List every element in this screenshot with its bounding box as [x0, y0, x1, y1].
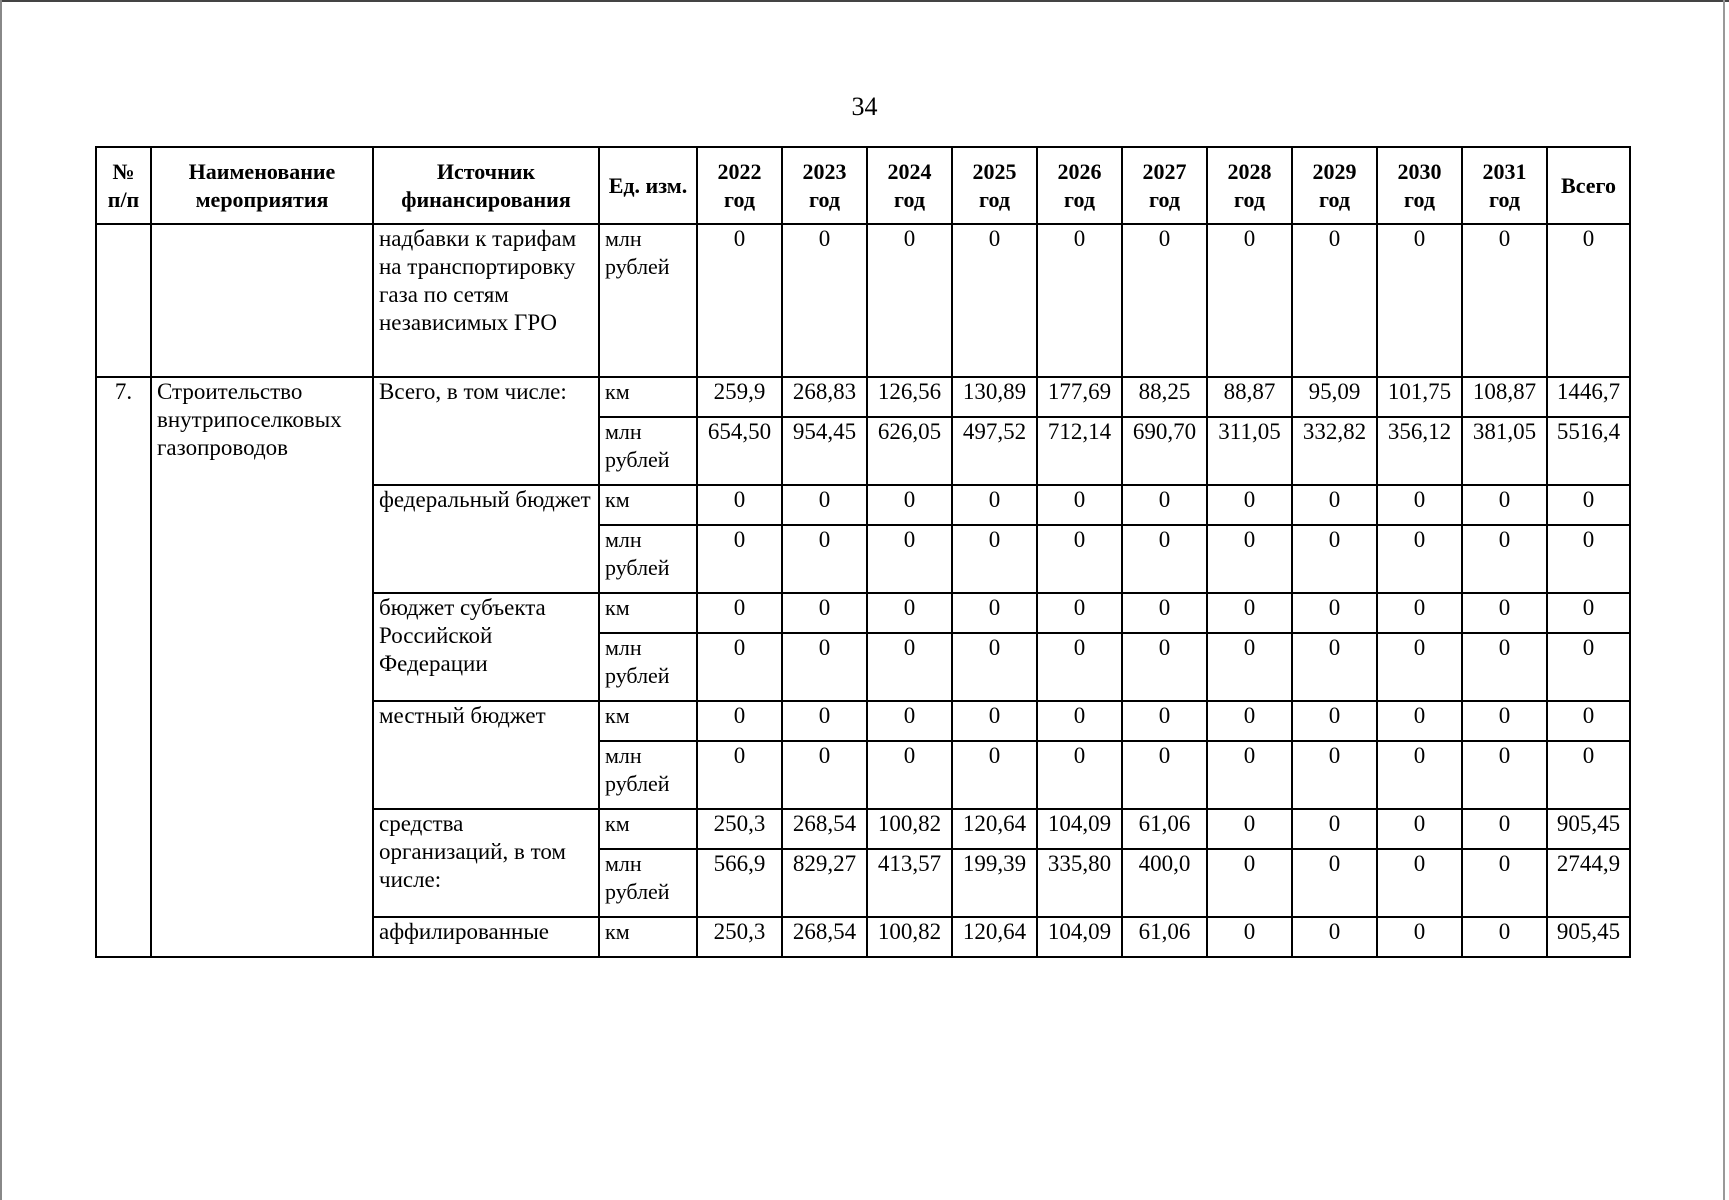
value-cell: 0	[867, 633, 952, 701]
value-cell: 0	[1292, 224, 1377, 377]
value-cell: 0	[782, 485, 867, 525]
value-cell: 101,75	[1377, 377, 1462, 417]
value-cell: 0	[697, 741, 782, 809]
value-cell: 0	[1377, 849, 1462, 917]
unit-rub-cell: млн рублей	[599, 849, 697, 917]
header-source: Источник финансирования	[373, 147, 599, 224]
value-cell: 335,80	[1037, 849, 1122, 917]
value-cell: 0	[1462, 633, 1547, 701]
header-year: 2030 год	[1377, 147, 1462, 224]
value-cell: 0	[1377, 485, 1462, 525]
value-cell: 566,9	[697, 849, 782, 917]
unit-rub-cell: млн рублей	[599, 525, 697, 593]
value-cell: 268,54	[782, 917, 867, 957]
scan-left-border	[0, 0, 2, 1200]
value-cell: 126,56	[867, 377, 952, 417]
value-cell: 712,14	[1037, 417, 1122, 485]
value-cell: 0	[1037, 224, 1122, 377]
value-cell: 0	[1292, 741, 1377, 809]
group-source-cell: Всего, в том числе:	[373, 377, 599, 485]
value-cell: 381,05	[1462, 417, 1547, 485]
value-cell: 0	[1377, 701, 1462, 741]
value-cell: 0	[867, 485, 952, 525]
value-cell: 400,0	[1122, 849, 1207, 917]
group-source-cell: местный бюджет	[373, 701, 599, 809]
financing-table	[95, 146, 1631, 958]
value-cell: 0	[782, 701, 867, 741]
scan-top-border	[0, 0, 1729, 2]
value-cell: 177,69	[1037, 377, 1122, 417]
value-cell: 0	[952, 741, 1037, 809]
value-cell: 0	[867, 741, 952, 809]
unit-km-cell: км	[599, 809, 697, 849]
value-cell: 0	[1292, 917, 1377, 957]
value-cell: 0	[1547, 593, 1630, 633]
value-cell: 0	[1037, 701, 1122, 741]
value-cell: 0	[952, 701, 1037, 741]
value-cell: 0	[1547, 525, 1630, 593]
value-cell: 0	[1122, 485, 1207, 525]
header-num: № п/п	[96, 147, 151, 224]
value-cell: 356,12	[1377, 417, 1462, 485]
value-cell: 0	[952, 525, 1037, 593]
header-year: 2023 год	[782, 147, 867, 224]
value-cell: 0	[1037, 633, 1122, 701]
row-index-cell	[96, 224, 151, 377]
value-cell: 0	[1122, 593, 1207, 633]
value-cell: 130,89	[952, 377, 1037, 417]
item-name-cell: Строительство внутрипоселковых газопроводов	[151, 377, 373, 957]
value-cell: 0	[1122, 633, 1207, 701]
value-cell: 413,57	[867, 849, 952, 917]
value-cell: 0	[1377, 525, 1462, 593]
value-cell: 0	[1547, 741, 1630, 809]
value-cell: 0	[1292, 525, 1377, 593]
value-cell: 120,64	[952, 917, 1037, 957]
value-cell: 0	[1377, 593, 1462, 633]
value-cell: 0	[1207, 701, 1292, 741]
value-cell: 0	[952, 593, 1037, 633]
value-cell: 199,39	[952, 849, 1037, 917]
value-cell: 0	[952, 633, 1037, 701]
value-cell: 0	[1207, 741, 1292, 809]
value-cell: 95,09	[1292, 377, 1377, 417]
value-cell: 0	[1377, 741, 1462, 809]
group-source-cell: федеральный бюджет	[373, 485, 599, 593]
page-number: 34	[851, 92, 878, 121]
value-cell: 497,52	[952, 417, 1037, 485]
row-unit-cell: млн рублей	[599, 224, 697, 377]
value-cell: 0	[1207, 633, 1292, 701]
value-cell: 5516,4	[1547, 417, 1630, 485]
unit-km-cell: км	[599, 917, 697, 957]
value-cell: 104,09	[1037, 917, 1122, 957]
value-cell: 0	[952, 485, 1037, 525]
header-year: 2024 год	[867, 147, 952, 224]
value-cell: 0	[697, 224, 782, 377]
header-year: 2031 год	[1462, 147, 1547, 224]
value-cell: 0	[1037, 741, 1122, 809]
value-cell: 0	[1037, 525, 1122, 593]
header-name: Наименование мероприятия	[151, 147, 373, 224]
value-cell: 0	[867, 593, 952, 633]
value-cell: 0	[1292, 633, 1377, 701]
value-cell: 0	[867, 701, 952, 741]
value-cell: 88,87	[1207, 377, 1292, 417]
table-row	[96, 224, 1630, 377]
value-cell: 0	[1122, 224, 1207, 377]
value-cell: 0	[1292, 701, 1377, 741]
value-cell: 88,25	[1122, 377, 1207, 417]
value-cell: 0	[1547, 224, 1630, 377]
value-cell: 0	[1377, 633, 1462, 701]
value-cell: 690,70	[1122, 417, 1207, 485]
value-cell: 0	[1462, 525, 1547, 593]
value-cell: 0	[782, 525, 867, 593]
group-source-cell: аффилированные	[373, 917, 599, 957]
item-index-cell: 7.	[96, 377, 151, 957]
unit-km-cell: км	[599, 485, 697, 525]
value-cell: 0	[1207, 849, 1292, 917]
value-cell: 0	[1037, 485, 1122, 525]
value-cell: 0	[782, 741, 867, 809]
header-year: 2025 год	[952, 147, 1037, 224]
value-cell: 0	[1462, 485, 1547, 525]
value-cell: 0	[1122, 701, 1207, 741]
unit-km-cell: км	[599, 701, 697, 741]
header-year: 2026 год	[1037, 147, 1122, 224]
header-year: 2027 год	[1122, 147, 1207, 224]
value-cell: 0	[1292, 593, 1377, 633]
unit-km-cell: км	[599, 377, 697, 417]
value-cell: 0	[1207, 224, 1292, 377]
table-row	[96, 377, 1630, 417]
value-cell: 0	[1292, 809, 1377, 849]
value-cell: 0	[1547, 485, 1630, 525]
header-unit: Ед. изм.	[599, 147, 697, 224]
header-year: 2022 год	[697, 147, 782, 224]
value-cell: 268,54	[782, 809, 867, 849]
value-cell: 0	[1122, 525, 1207, 593]
value-cell: 0	[1207, 917, 1292, 957]
value-cell: 626,05	[867, 417, 952, 485]
row-name-cell	[151, 224, 373, 377]
value-cell: 61,06	[1122, 917, 1207, 957]
value-cell: 0	[1122, 741, 1207, 809]
value-cell: 829,27	[782, 849, 867, 917]
value-cell: 0	[782, 593, 867, 633]
unit-km-cell: км	[599, 593, 697, 633]
value-cell: 0	[697, 525, 782, 593]
value-cell: 268,83	[782, 377, 867, 417]
value-cell: 0	[1377, 224, 1462, 377]
header-year: 2029 год	[1292, 147, 1377, 224]
value-cell: 120,64	[952, 809, 1037, 849]
group-source-cell: средства организаций, в том числе:	[373, 809, 599, 917]
value-cell: 2744,9	[1547, 849, 1630, 917]
unit-rub-cell: млн рублей	[599, 633, 697, 701]
value-cell: 0	[1292, 849, 1377, 917]
value-cell: 0	[1292, 485, 1377, 525]
value-cell: 0	[1207, 485, 1292, 525]
value-cell: 0	[1377, 917, 1462, 957]
value-cell: 1446,7	[1547, 377, 1630, 417]
value-cell: 954,45	[782, 417, 867, 485]
value-cell: 104,09	[1037, 809, 1122, 849]
value-cell: 61,06	[1122, 809, 1207, 849]
value-cell: 0	[1547, 701, 1630, 741]
value-cell: 654,50	[697, 417, 782, 485]
value-cell: 0	[867, 224, 952, 377]
value-cell: 0	[697, 485, 782, 525]
value-cell: 0	[1462, 809, 1547, 849]
value-cell: 0	[1207, 593, 1292, 633]
value-cell: 332,82	[1292, 417, 1377, 485]
value-cell: 0	[1462, 224, 1547, 377]
unit-rub-cell: млн рублей	[599, 417, 697, 485]
value-cell: 0	[1207, 525, 1292, 593]
header-total: Всего	[1547, 147, 1630, 224]
value-cell: 0	[1377, 809, 1462, 849]
value-cell: 100,82	[867, 917, 952, 957]
value-cell: 0	[1462, 741, 1547, 809]
value-cell: 0	[782, 633, 867, 701]
value-cell: 0	[697, 633, 782, 701]
value-cell: 0	[952, 224, 1037, 377]
value-cell: 0	[1547, 633, 1630, 701]
header-year: 2028 год	[1207, 147, 1292, 224]
value-cell: 0	[697, 701, 782, 741]
value-cell: 0	[1462, 917, 1547, 957]
scan-right-border	[1723, 0, 1725, 1200]
unit-rub-cell: млн рублей	[599, 741, 697, 809]
value-cell: 0	[697, 593, 782, 633]
value-cell: 0	[1462, 849, 1547, 917]
value-cell: 0	[782, 224, 867, 377]
value-cell: 250,3	[697, 809, 782, 849]
value-cell: 259,9	[697, 377, 782, 417]
group-source-cell: бюджет субъекта Российской Федерации	[373, 593, 599, 701]
value-cell: 311,05	[1207, 417, 1292, 485]
value-cell: 905,45	[1547, 809, 1630, 849]
value-cell: 0	[1462, 593, 1547, 633]
value-cell: 108,87	[1462, 377, 1547, 417]
value-cell: 100,82	[867, 809, 952, 849]
value-cell: 250,3	[697, 917, 782, 957]
row-source-cell: надбавки к тарифам на транспортировку газа по сетям независимых ГРО	[373, 224, 599, 377]
header-row	[96, 147, 1630, 224]
value-cell: 0	[1037, 593, 1122, 633]
value-cell: 0	[1462, 701, 1547, 741]
value-cell: 0	[1207, 809, 1292, 849]
value-cell: 905,45	[1547, 917, 1630, 957]
value-cell: 0	[867, 525, 952, 593]
